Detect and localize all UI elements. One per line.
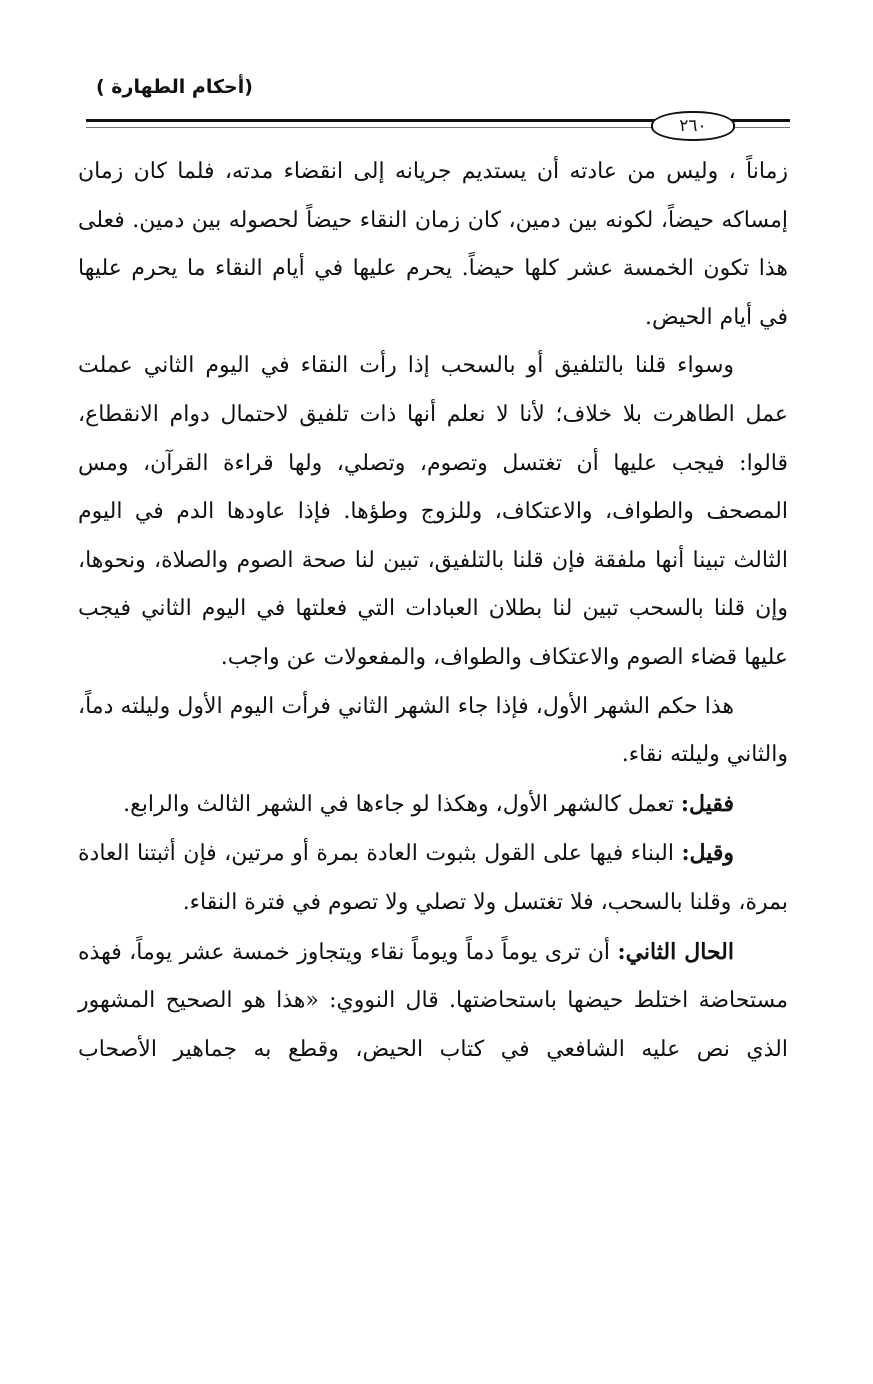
- paragraph-2: [78, 342, 788, 682]
- paragraph-text: هذا حكم الشهر الأول، فإذا جاء الشهر الثاني فرأت اليوم الأول وليلته دماً، والثاني وليلته نقاء.: [78, 693, 788, 768]
- running-title: (أحكام الطهارة ): [96, 76, 253, 98]
- paragraph-1: [78, 148, 788, 342]
- paragraph-text: البناء فيها على القول بثبوت العادة بمرة أو مرتين، فإن أثبتنا العادة بمرة، وقلنا بالسحب، فلا تغتسل ولا تصلي ولا تصوم في فترة النقاء.: [78, 841, 788, 915]
- paragraph-5: [78, 829, 788, 927]
- paragraph-6: [78, 928, 788, 1075]
- page-number: ٢٦٠: [651, 111, 735, 141]
- paragraph-label: وقيل:: [681, 840, 734, 867]
- paragraph-4: [78, 780, 788, 830]
- paragraph-label: فقيل:: [680, 790, 734, 817]
- paragraph-text: أن ترى يوماً دماً ويوماً نقاء ويتجاوز خمسة عشر يوماً، فهذه مستحاضة اختلط حيضها باستحاضتها. قال النووي: «هذا هو الصحيح المشهور الذي نص عليه الشافعي في كتاب الحيض، وقطع به جماهير الأصحاب: [78, 939, 788, 1062]
- paragraph-text: وسواء قلنا بالتلفيق أو بالسحب إذا رأت النقاء في اليوم الثاني عملت عمل الطاهرت بلا خلاف؛ لأنا لا نعلم أنها ذات تلفيق لاحتمال دوام الانقطاع، قالوا: فيجب عليها أن تغتسل وتصوم، وتصلي، ولها قراءة القرآن، ومس المصحف والطواف، والاعتكاف، وللزوج وطؤها. فإذا عاودها الدم في اليوم الثالث تبينا أنها ملفقة فإن قلنا بالتلفيق، تبين لنا صحة الصوم والصلاة، ونحوها، وإن قلنا بالسحب تبين لنا بطلان العبادات التي فعلتها في اليوم الثاني فيجب عليها قضاء الصوم والاعتكاف والطواف، والمفعولات عن واجب.: [78, 353, 788, 670]
- paragraph-3: [78, 683, 788, 780]
- body-text: [78, 148, 788, 1074]
- paragraph-label: الحال الثاني:: [617, 938, 734, 965]
- paragraph-text: زماناً ، وليس من عادته أن يستديم جريانه إلى انقضاء مدته، فلما كان زمان إمساكه حيضاً، لكونه بين دمين، كان زمان النقاء حيضاً لحصوله بين دمين. فعلى هذا تكون الخمسة عشر كلها حيضاً. يحرم عليها في أيام النقاء ما يحرم عليها في أيام الحيض.: [78, 159, 788, 330]
- paragraph-text: تعمل كالشهر الأول، وهكذا لو جاءها في الشهر الثالث والرابع.: [123, 791, 681, 817]
